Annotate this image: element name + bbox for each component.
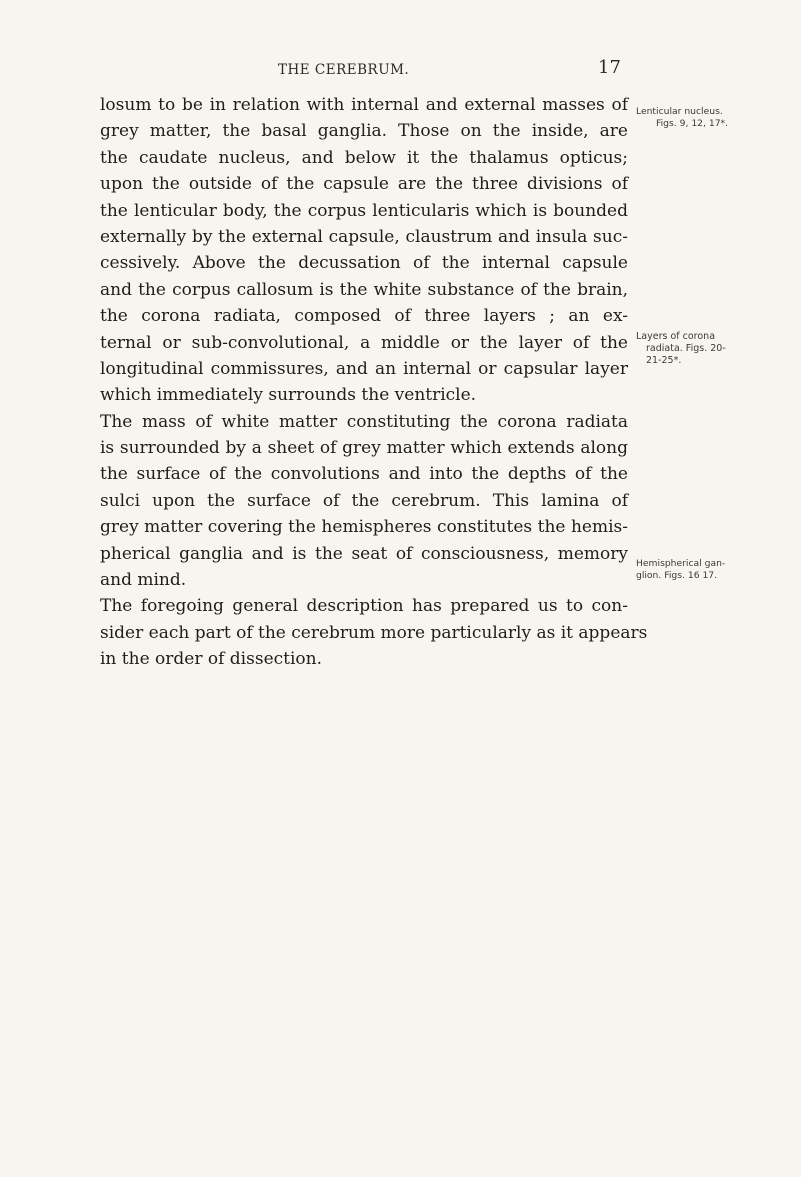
body-line: grey matter covering the hemispheres constitutes the hemis- [100,517,628,538]
body-line: externally by the external capsule, claustrum and insula suc- [100,226,628,247]
margin-note-line: Hemispherical gan- [636,558,726,569]
body-text [100,92,648,673]
body-line: the corona radiata, composed of three layers ; an ex- [100,306,628,327]
running-head [0,57,801,86]
body-line: ternal or sub-convolutional, a middle or the layer of the [100,332,628,353]
margin-note-lenticular [636,106,796,130]
body-line: is surrounded by a sheet of grey matter which extends along [100,438,628,459]
body-line: in the order of dissection. [100,649,323,670]
margin-note-line: 21-25*. [646,355,682,366]
body-line: the caudate nucleus, and below it the thalamus opticus; [100,147,628,168]
margin-note-hemispherical [636,558,796,582]
body-line: longitudinal commissures, and an internal or capsular layer [100,358,628,379]
body-line: The mass of white matter constituting the corona radiata [100,411,628,432]
margin-note-line: radiata. Figs. 20- [646,343,726,354]
margin-note-line: glion. Figs. 16 17. [636,570,718,581]
body-line: the surface of the convolutions and into the depths of the [100,464,628,485]
body-line: and the corpus callosum is the white substance of the brain, [100,279,628,300]
body-line: grey matter, the basal ganglia. Those on the inside, are [100,121,628,142]
body-line: and mind. [100,570,187,591]
body-line: sulci upon the surface of the cerebrum. This lamina of [100,490,628,511]
body-line: which immediately surrounds the ventricle. [100,385,477,406]
margin-note-corona [636,331,796,367]
body-line: the lenticular body, the corpus lenticularis which is bounded [100,200,628,221]
body-line: upon the outside of the capsule are the three divisions of [100,174,628,195]
margin-note-line: Figs. 9, 12, 17*. [656,118,729,129]
page-number: 17 [598,57,621,78]
body-line: pherical ganglia and is the seat of consciousness, memory [100,543,628,564]
body-line: sider each part of the cerebrum more particularly as it appears [100,622,648,643]
body-line: cessively. Above the decussation of the internal capsule [100,253,628,274]
running-title: THE CEREBRUM. [278,62,410,78]
margin-note-line: Lenticular nucleus. [636,106,723,117]
body-line: losum to be in relation with internal and external masses of [100,95,628,115]
margin-note-line: Layers of corona [636,331,716,342]
body-line: The foregoing general description has prepared us to con- [100,596,628,617]
